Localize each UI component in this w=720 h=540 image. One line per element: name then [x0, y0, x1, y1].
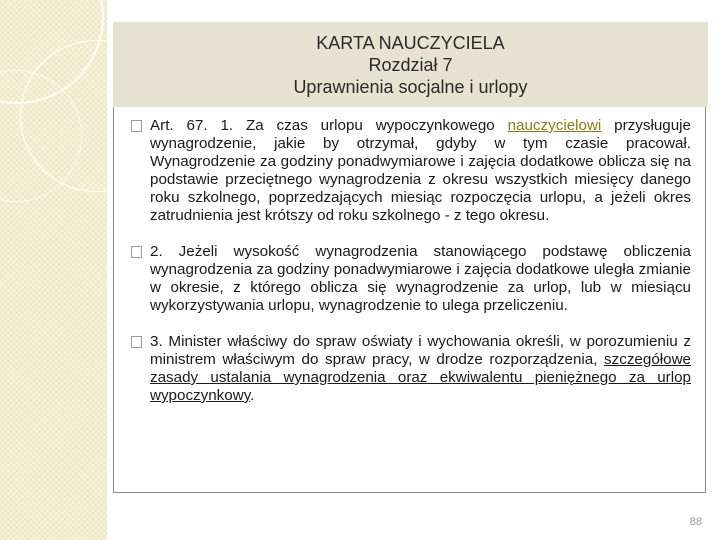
- slide-title-block: [113, 22, 708, 107]
- paragraph-text-end: .: [250, 387, 255, 404]
- paragraph-text: [150, 333, 691, 405]
- slide-title: KARTA NAUCZYCIELA: [316, 33, 505, 53]
- chapter-label: Rozdział 7: [368, 55, 453, 75]
- square-bullet-icon: [131, 336, 142, 348]
- paragraph-3: [131, 333, 691, 405]
- chapter-title: Uprawnienia socjalne i urlopy: [293, 77, 528, 97]
- nauczycielowi-link[interactable]: nauczycielowi: [507, 117, 602, 134]
- paragraph-text: [150, 117, 691, 225]
- content-box: [113, 107, 706, 493]
- paragraph-2: [131, 243, 691, 315]
- paragraph-text: 2. Jeżeli wysokość wynagrodzenia stanowiącego podstawę obliczenia wynagrodzenia za godziny ponadwymiarowe i zajęcia dodatkowe uległa zmianie w okresie, z którego oblicza się wynagrodzenie za urlop, lub w miesiącu wykorzystywania urlopu, wynagrodzenie to ulega przeliczeniu.: [150, 243, 691, 314]
- decorative-left-strip: [0, 0, 107, 540]
- square-bullet-icon: [131, 120, 142, 132]
- page-number: 88: [689, 516, 702, 528]
- paragraph-1: [131, 117, 691, 225]
- underlined-phrase: szczegółowe zasady ustalania wynagrodzenia oraz ekwiwalentu pieniężnego za urlop wypoczynkowy: [150, 351, 691, 404]
- paragraph-text-start: 3. Minister właściwy do spraw oświaty i wychowania określi, w porozumieniu z ministrem właściwym do spraw pracy, w drodze rozporządzenia,: [150, 333, 691, 368]
- paragraph-text-end: przysługuje wynagrodzenie, jakie by otrzymał, gdyby w tym czasie pracował. Wynagrodzenie za godziny ponadwymiarowe i zajęcia dodatkowe oblicza się na podstawie przeciętnego wynagrodzenia z okresu wszystkich miesięcy danego roku szkolnego, poprzedzających miesiąc rozpoczęcia urlopu, a jeżeli okres zatrudnienia jest krótszy od roku szkolnego - z tego okresu.: [150, 117, 691, 224]
- paragraph-text-start: Art. 67. 1. Za czas urlopu wypoczynkowego: [150, 117, 508, 134]
- square-bullet-icon: [131, 246, 142, 258]
